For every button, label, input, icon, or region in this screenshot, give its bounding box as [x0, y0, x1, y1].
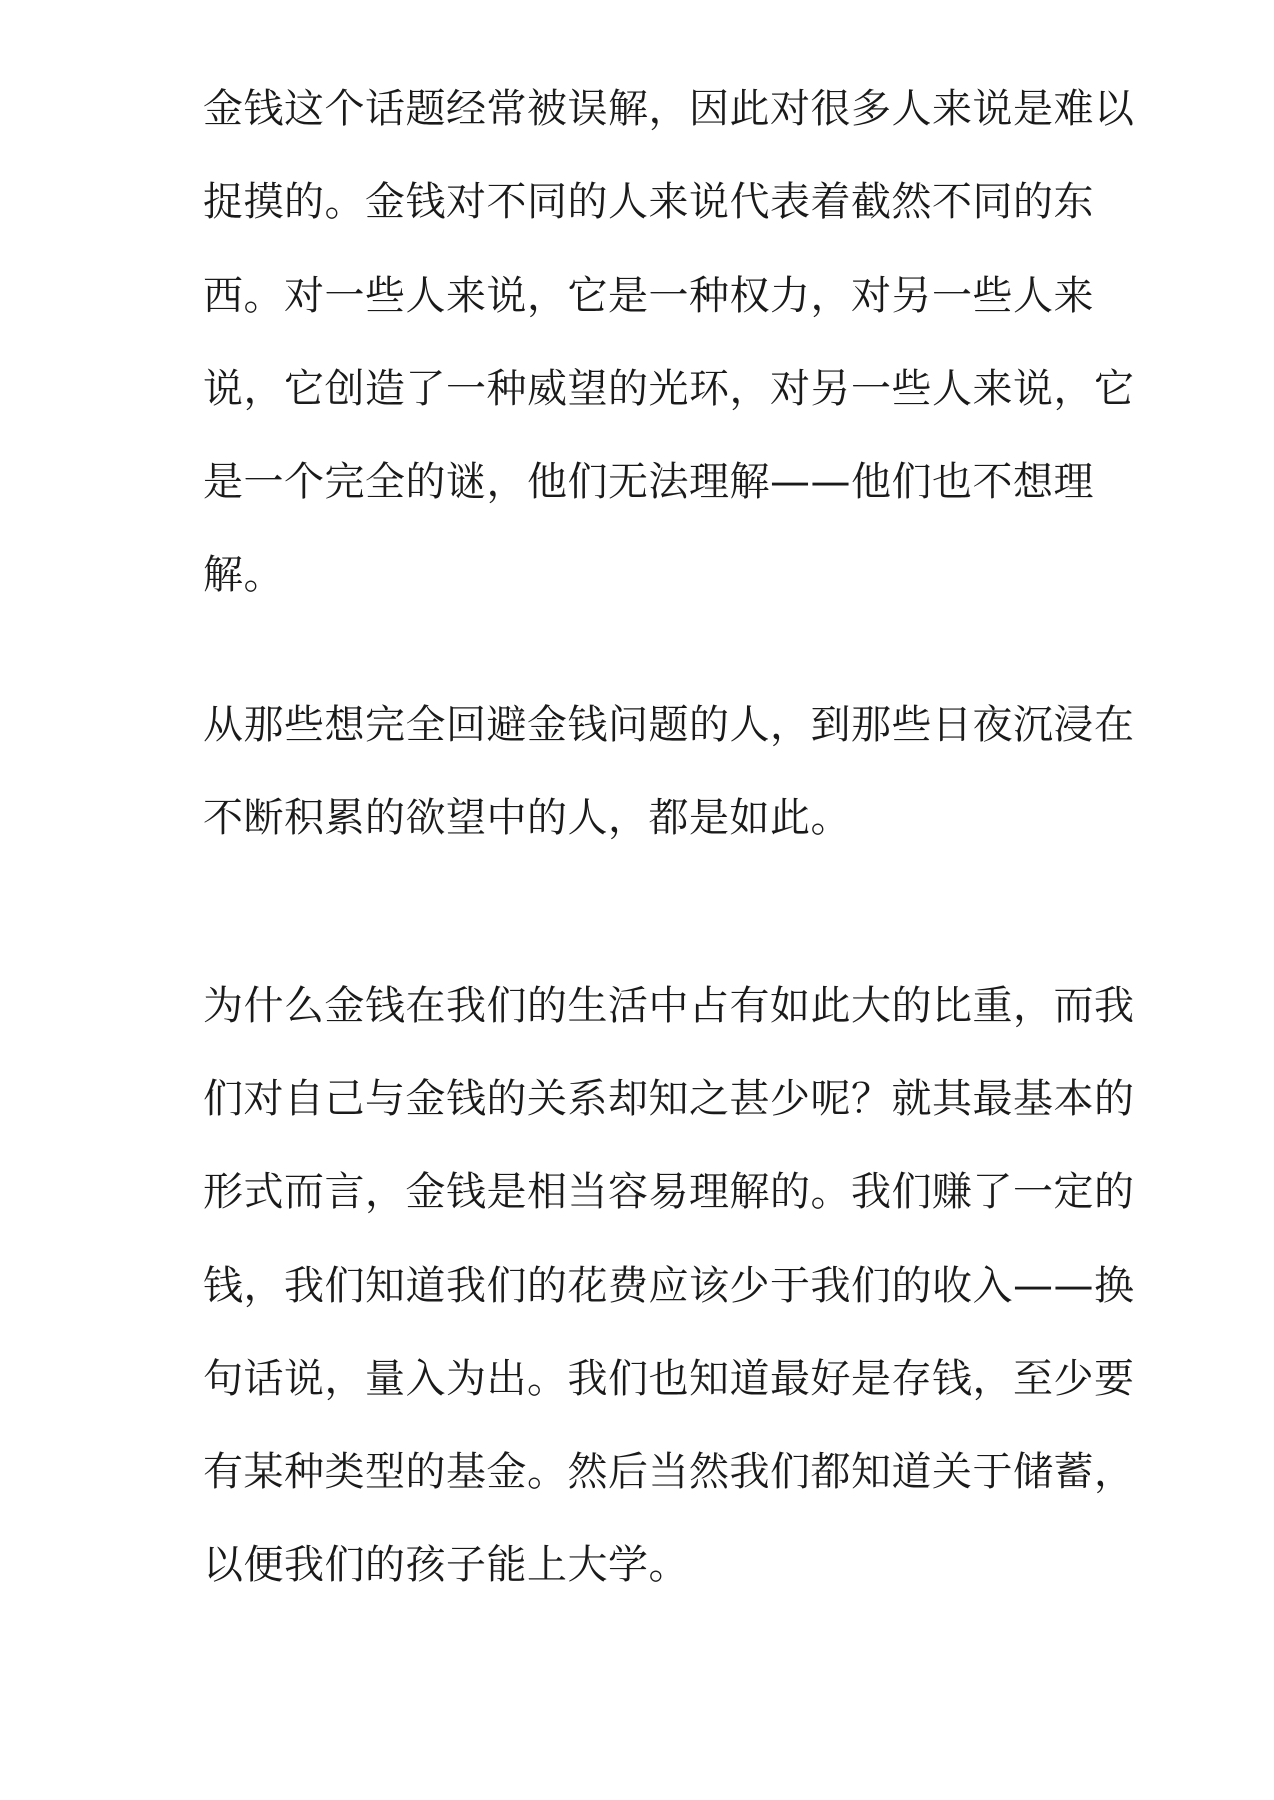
paragraph-line: 以便我们的孩子能上大学。	[203, 1542, 689, 1588]
paragraph-line: 解。	[203, 552, 284, 598]
paragraph-line: 们对自己与金钱的关系却知之甚少呢？就其最基本的	[203, 1076, 1135, 1122]
paragraph-line: 是一个完全的谜，他们无法理解——他们也不想理	[203, 459, 1094, 505]
paragraph-line: 为什么金钱在我们的生活中占有如此大的比重，而我	[203, 983, 1135, 1029]
paragraph-line: 句话说，量入为出。我们也知道最好是存钱，至少要	[203, 1356, 1135, 1402]
paragraph-line: 钱，我们知道我们的花费应该少于我们的收入——换	[203, 1263, 1135, 1309]
paragraph-line: 从那些想完全回避金钱问题的人，到那些日夜沉浸在	[203, 702, 1135, 748]
paragraph-line: 有某种类型的基金。然后当然我们都知道关于储蓄，	[203, 1449, 1135, 1495]
paragraph-line: 说，它创造了一种威望的光环，对另一些人来说，它	[203, 366, 1135, 412]
paragraph-line: 金钱这个话题经常被误解，因此对很多人来说是难以	[203, 86, 1135, 132]
paragraph-line: 不断积累的欲望中的人，都是如此。	[203, 795, 851, 841]
paragraph-line: 西。对一些人来说，它是一种权力，对另一些人来	[203, 273, 1094, 319]
paragraph-line: 捉摸的。金钱对不同的人来说代表着截然不同的东	[203, 179, 1094, 225]
paragraph-line: 形式而言，金钱是相当容易理解的。我们赚了一定的	[203, 1169, 1135, 1215]
